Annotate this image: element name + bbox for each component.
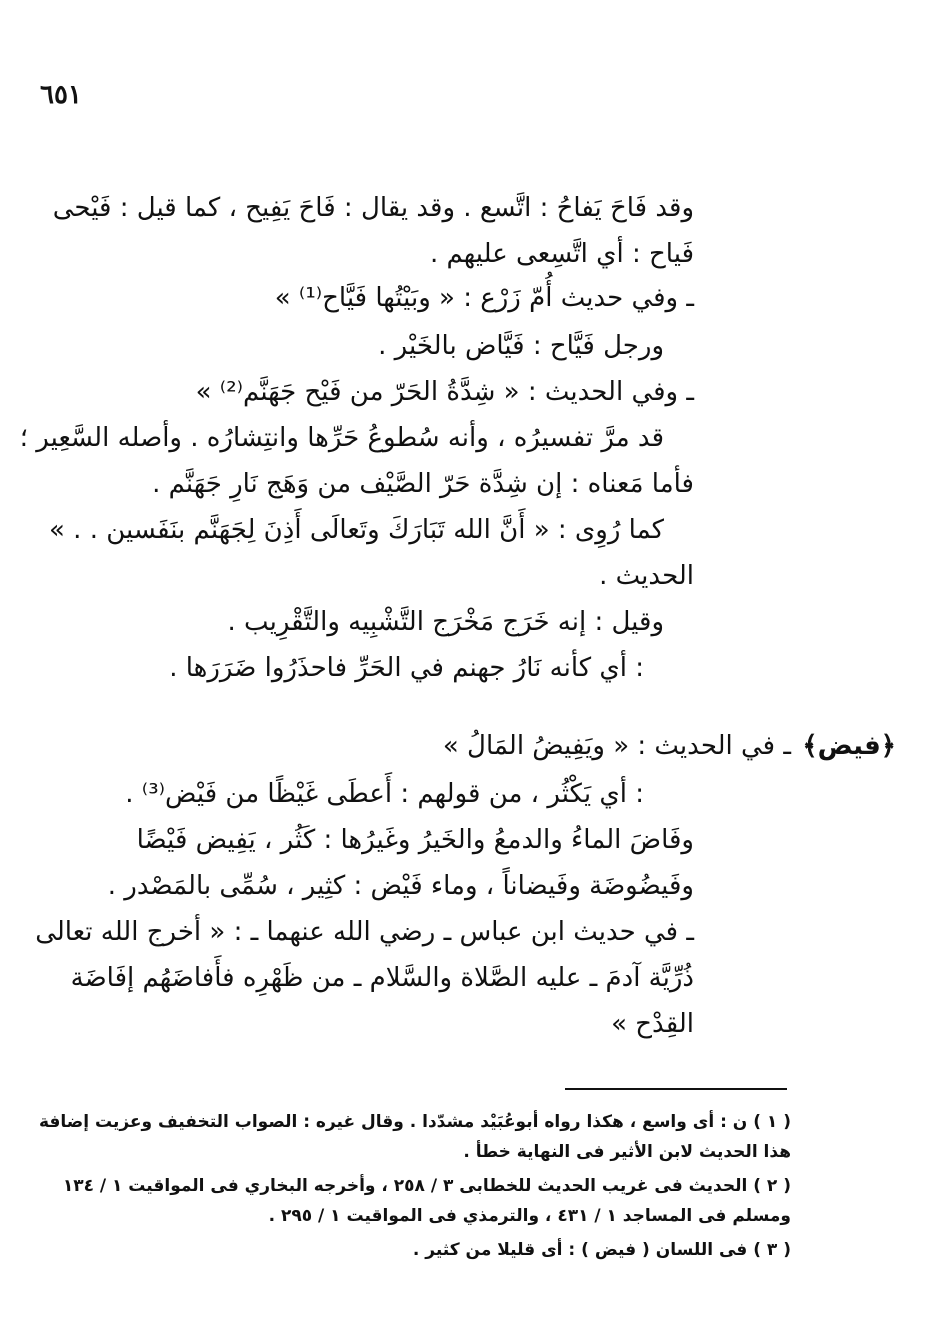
text-line: ـ وفي حديث أُمّ زَرْع : « وبَيْتُها فَيَّاح⁽¹⁾ »	[274, 283, 694, 313]
footnote-line: هذا الحديث لابن الأثير فى النهاية خطأ .	[463, 1142, 791, 1162]
text-line: ـ في حديث ابن عباس ـ رضي الله عنهما ـ : « أخرج الله تعالى	[35, 917, 694, 947]
text-line: كما رُوِى : « أَنَّ الله تَبَارَكَ وتَعالَى أَذِنَ لِجَهَنَّم بنَفَسين . . »	[49, 515, 664, 545]
text-line: ورجل فَيَّاح : فَيَّاض بالخَيْر .	[378, 331, 664, 361]
text-line: وقيل : إنه خَرَج مَخْرَج التَّشْبِيه والتَّقْرِيب .	[227, 607, 664, 637]
footnote-line: ومسلم فى المساجد ١ / ٤٣١ ، والترمذي فى المواقيت ١ / ٢٩٥ .	[268, 1206, 791, 1226]
text-line: قد مرَّ تفسيرُه ، وأنه سُطوعُ حَرِّها وانتِشارُه . وأصله السَّعِير ؛	[19, 423, 664, 453]
text-line: ـ في الحديث : « ويَفِيضُ المَالُ »	[442, 731, 791, 761]
text-line: وفَاضَ الماءُ والدمعُ والخَيرُ وغَيرُها : كَثُر ، يَفِيض فَيْضًا	[136, 825, 694, 855]
entry-heading: ﴿فيض﴾	[802, 731, 896, 761]
footnote-line: ( ٢ ) الحديث فى غريب الحديث للخطابى ٣ / ٢٥٨ ، وأخرجه البخاري فى المواقيت ١ / ١٣٤	[62, 1176, 791, 1196]
text-line: فأما مَعناه : إن شِدَّة حَرّ الصَّيْف من وَهَج نَارِ جَهَنَّم .	[152, 469, 694, 499]
page-number: ٦٥١	[40, 80, 82, 110]
text-line: : أي كأنه نَارُ جهنم في الحَرِّ فاحذَرُوا ضَرَرَها .	[169, 653, 644, 683]
text-line: ـ وفي الحديث : « شِدَّةُ الحَرّ من فَيْح جَهَنَّم⁽²⁾ »	[195, 377, 694, 407]
footnote-separator	[565, 1088, 787, 1090]
footnote-line: ( ١ ) ن : أى واسع ، هكذا رواه أبوعُبَيْد مشدّدا . وقال غيره : الصواب التخفيف وعزيت إضافة	[38, 1112, 791, 1132]
text-line: فَياح : أي اتَّسِعى عليهم .	[429, 239, 694, 269]
footnote-line: ( ٣ ) فى اللسان ( فيض ) : أى قليلا من كثير .	[412, 1240, 791, 1260]
text-line: وقد فَاحَ يَفاحُ : اتَّسع . وقد يقال : فَاحَ يَفِيح ، كما قيل : فَيْحى	[52, 193, 694, 223]
text-line: وفَيضُوضَة وفَيضاناً ، وماء فَيْض : كثِير ، سُمِّى بالمَصْدر .	[107, 871, 694, 901]
text-line: ذُرِّيَّة آدمَ ـ عليه الصَّلاة والسَّلام ـ من ظَهْرِه فأَفاضَهُم إفَاضَة	[70, 963, 694, 993]
text-line: : أي يَكْثُر ، من قولهم : أَعطَى غَيْظًا من فَيْض⁽³⁾ .	[125, 779, 644, 809]
text-line: الحديث .	[599, 561, 694, 591]
text-line: القِدْح »	[611, 1009, 694, 1039]
